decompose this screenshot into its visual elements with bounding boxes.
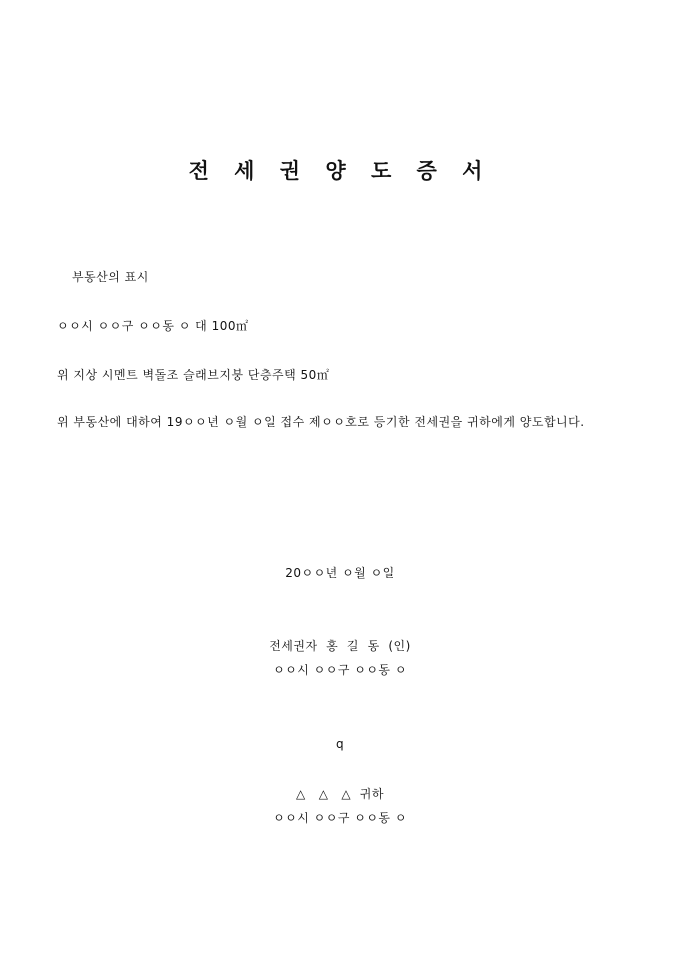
transferor-address: ㅇㅇ시 ㅇㅇ구 ㅇㅇ동 ㅇ <box>273 663 407 677</box>
transfer-statement: 위 부동산에 대하여 19ㅇㅇ년 ㅇ월 ㅇ일 접수 제ㅇㅇ호로 등기한 전세권을 귀하에게 양도합니다. <box>57 415 585 429</box>
recipient-line: △ △ △ 귀하 <box>296 787 384 801</box>
document-date: 20ㅇㅇ년 ㅇ월 ㅇ일 <box>285 566 395 580</box>
page-mark: q <box>335 737 345 751</box>
transferor-signature-line: 전세권자 홍 길 동 (인) <box>269 639 411 653</box>
property-heading: 부동산의 표시 <box>72 270 149 284</box>
recipient-address: ㅇㅇ시 ㅇㅇ구 ㅇㅇ동 ㅇ <box>273 811 407 825</box>
document-title: 전 세 권 양 도 증 서 <box>188 158 492 183</box>
property-land-line: ㅇㅇ시 ㅇㅇ구 ㅇㅇ동 ㅇ 대 100㎡ <box>57 319 249 333</box>
property-building-line: 위 지상 시멘트 벽돌조 슬래브지붕 단층주택 50㎡ <box>57 368 330 382</box>
